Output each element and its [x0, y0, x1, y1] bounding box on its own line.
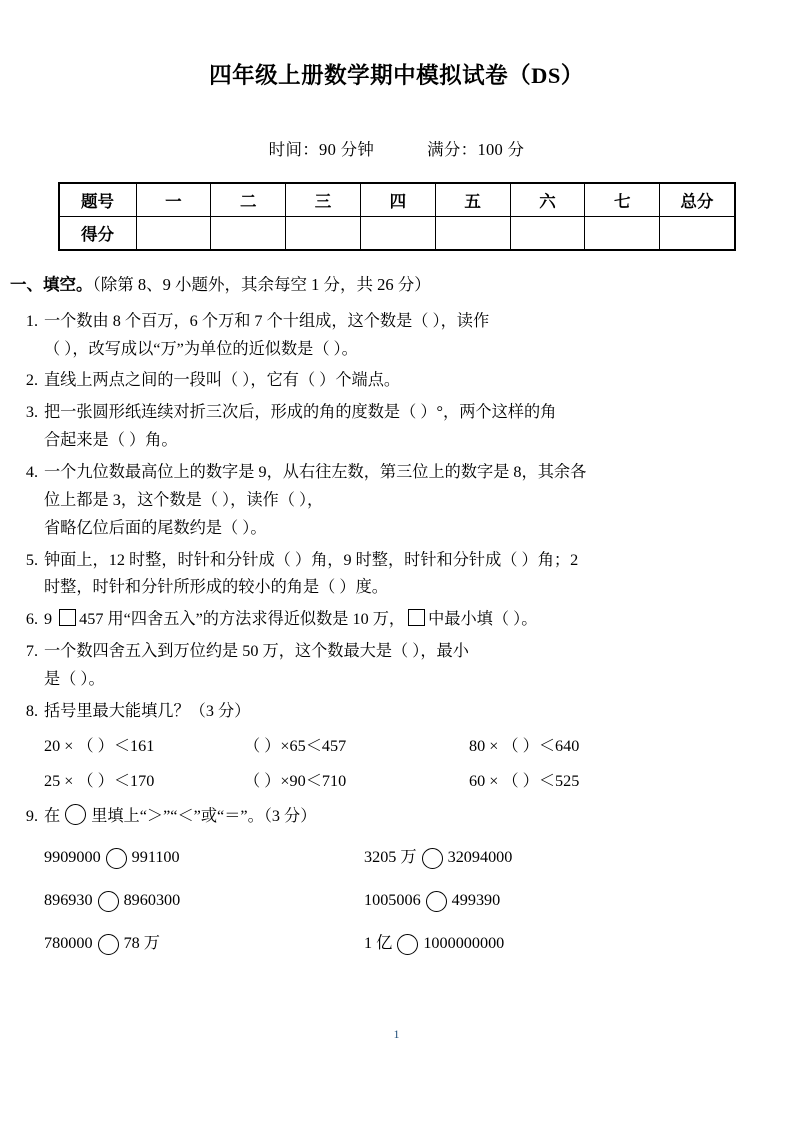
question-4: [0, 455, 793, 543]
question-body-7: [44, 638, 793, 694]
comparison-row-3: [44, 922, 749, 965]
expression-1-3[interactable]: 80 × （ ）＜640: [469, 736, 580, 755]
answer-circle-icon[interactable]: [98, 934, 119, 955]
page-number: 1: [393, 1027, 400, 1041]
column-header-total: 总分: [660, 183, 735, 217]
table-row-scores: [59, 217, 735, 251]
column-header-7: 七: [585, 183, 660, 217]
question-7: [0, 634, 793, 694]
question-1-line-2: （ ），改写成以“万”为单位的近似数是（ ）。: [44, 339, 358, 358]
comparison-3-right: [364, 930, 504, 958]
comparison-1-left: [44, 844, 364, 872]
answer-circle-icon[interactable]: [106, 848, 127, 869]
question-body-3: [44, 399, 793, 455]
score-cell-1[interactable]: [136, 217, 211, 251]
score-table-wrapper: [0, 160, 793, 251]
comparison-row-1: [44, 836, 749, 879]
comparison-1-right-operand-a: 3205 万: [364, 848, 417, 867]
answer-circle-icon[interactable]: [397, 934, 418, 955]
comparison-2-right-operand-a: 1005006: [364, 891, 421, 910]
comparison-2-left-operand-b: 8960300: [123, 891, 181, 910]
score-cell-6[interactable]: [510, 217, 585, 251]
comparison-2-right: [364, 887, 500, 915]
question-9-prompt-after: 里填上“＞”“＜”或“＝”。（3 分）: [91, 806, 317, 825]
question-8-prompt: 括号里最大能填几？（3 分）: [44, 701, 251, 720]
question-7-line-2: 是（ ）。: [44, 670, 105, 689]
answer-box-icon[interactable]: [408, 609, 425, 626]
score-cell-4[interactable]: [360, 217, 435, 251]
row-label-question-number: 题号: [59, 183, 137, 217]
comparison-3-left-operand-b: 78 万: [123, 934, 160, 953]
comparison-grid: [44, 830, 749, 965]
question-number-4: 4.: [25, 463, 38, 482]
section-heading-fill-in-blanks: [0, 251, 793, 298]
question-6: [0, 602, 793, 634]
question-number-8: 8.: [25, 701, 38, 720]
answer-circle-icon[interactable]: [65, 804, 86, 825]
question-2-line-1: 直线上两点之间的一段叫（ ），它有（ ）个端点。: [44, 371, 401, 390]
comparison-3-right-operand-a: 1 亿: [364, 934, 393, 953]
column-header-4: 四: [360, 183, 435, 217]
question-3: [0, 395, 793, 455]
answer-circle-icon[interactable]: [98, 891, 119, 912]
column-header-3: 三: [286, 183, 361, 217]
score-cell-total[interactable]: [660, 217, 735, 251]
expression-grid: [44, 726, 749, 799]
question-6-line-1: [44, 606, 749, 634]
question-number-1: 1.: [25, 311, 38, 330]
question-8: [0, 694, 793, 799]
answer-box-icon[interactable]: [59, 609, 76, 626]
question-body-5: [44, 547, 793, 603]
answer-circle-icon[interactable]: [422, 848, 443, 869]
column-header-6: 六: [510, 183, 585, 217]
score-cell-3[interactable]: [286, 217, 361, 251]
question-1: [0, 304, 793, 364]
comparison-2-left-operand-a: 896930: [44, 891, 93, 910]
question-5-line-1: 钟面上，12 时整，时针和分针成（ ）角，9 时整，时针和分针成（ ）角；2: [44, 550, 579, 569]
question-body-4: [44, 459, 793, 543]
question-body-2: [44, 367, 793, 395]
comparison-3-left: [44, 930, 364, 958]
table-row-header: [59, 183, 735, 217]
question-6-segment-3: 中最小填（ ）。: [428, 610, 538, 629]
score-cell-7[interactable]: [585, 217, 660, 251]
row-label-score: 得分: [59, 217, 137, 251]
question-1-line-1: 一个数由 8 个百万，6 个万和 7 个十组成，这个数是（ ），读作: [44, 311, 490, 330]
question-number-7: 7.: [25, 642, 38, 661]
question-number-5: 5.: [25, 550, 38, 569]
comparison-2-right-operand-b: 499390: [451, 891, 501, 910]
question-body-6: [44, 606, 793, 634]
question-body-9: [44, 803, 793, 965]
question-4-line-3: 省略亿位后面的尾数约是（ ）。: [44, 518, 267, 537]
comparison-3-left-operand-a: 780000: [44, 934, 93, 953]
question-list: [0, 298, 793, 965]
comparison-1-left-operand-b: 991100: [131, 848, 180, 867]
question-number-2: 2.: [25, 371, 38, 390]
comparison-3-right-operand-b: 1000000000: [423, 934, 505, 953]
column-header-1: 一: [136, 183, 211, 217]
question-number-9: 9.: [25, 806, 38, 825]
question-body-1: [44, 308, 793, 364]
expression-1-2[interactable]: （ ）×65＜457: [244, 736, 347, 755]
question-9: [0, 799, 793, 965]
question-3-line-1: 把一张圆形纸连续对折三次后，形成的角的度数是（ ）°，两个这样的角: [44, 403, 557, 422]
question-3-line-2: 合起来是（ ）角。: [44, 431, 178, 450]
expression-2-3[interactable]: 60 × （ ）＜525: [469, 771, 580, 790]
comparison-row-2: [44, 879, 749, 922]
section-note: （除第 8、9 小题外，其余每空 1 分，共 26 分）: [92, 275, 431, 294]
question-5: [0, 543, 793, 603]
section-label: 一、填空。: [10, 275, 93, 294]
question-number-3: 3.: [25, 403, 38, 422]
expression-2-1[interactable]: 25 × （ ）＜170: [44, 771, 155, 790]
question-body-8: [44, 698, 793, 799]
question-4-line-2: 位上都是 3，这个数是（ ），读作（ ），: [44, 490, 324, 509]
question-7-line-1: 一个数四舍五入到万位约是 50 万，这个数最大是（ ），最小: [44, 642, 469, 661]
expression-1-1[interactable]: 20 × （ ）＜161: [44, 736, 155, 755]
question-6-segment-1: 9: [44, 610, 57, 629]
question-9-prompt-before: 在: [44, 806, 61, 825]
page-title: 四年级上册数学期中模拟试卷（DS）: [209, 63, 584, 88]
answer-circle-icon[interactable]: [426, 891, 447, 912]
column-header-5: 五: [435, 183, 510, 217]
question-6-segment-2: 457 用“四舍五入”的方法求得近似数是 10 万，: [79, 610, 406, 629]
expression-row-1: [44, 729, 749, 764]
comparison-1-right-operand-b: 32094000: [447, 848, 513, 867]
score-cell-2[interactable]: [211, 217, 286, 251]
question-2: [0, 363, 793, 395]
comparison-1-right: [364, 844, 512, 872]
exam-meta: [0, 90, 793, 160]
expression-row-2: [44, 764, 749, 799]
score-table: [58, 182, 736, 251]
comparison-1-left-operand-a: 9909000: [44, 848, 101, 867]
time-limit-label: 时间：90 分钟: [268, 140, 375, 159]
question-9-prompt: [44, 803, 749, 831]
column-header-2: 二: [211, 183, 286, 217]
question-4-line-1: 一个九位数最高位上的数字是 9，从右往左数，第三位上的数字是 8，其余各: [44, 463, 587, 482]
question-5-line-2: 时整，时针和分针所形成的较小的角是（ ）度。: [44, 578, 388, 597]
full-marks-label: 满分：100 分: [427, 140, 525, 159]
question-number-6: 6.: [25, 610, 38, 629]
score-cell-5[interactable]: [435, 217, 510, 251]
expression-2-2[interactable]: （ ）×90＜710: [244, 771, 347, 790]
comparison-2-left: [44, 887, 364, 915]
